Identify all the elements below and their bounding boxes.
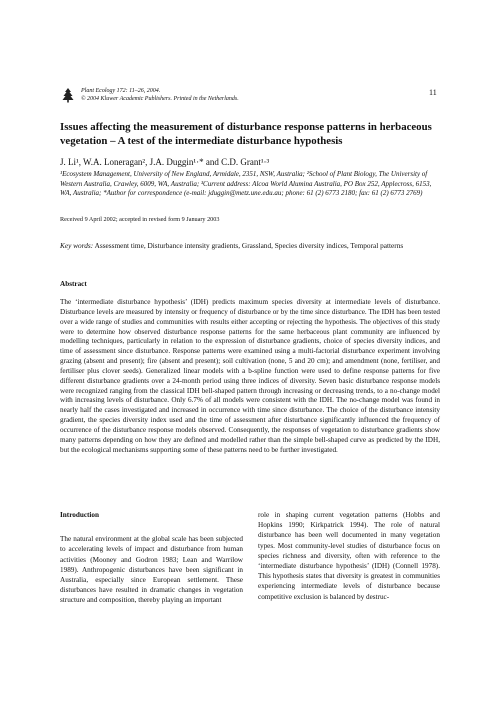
right-column	[258, 510, 440, 602]
abstract-text: The ‘intermediate disturbance hypothesis’ (IDH) predicts maximum species diversity at intermediate levels of disturbance. Disturbance levels are measured by intensity or frequency of disturbance or by the time since disturbance. The IDH has been tested over a wide range of studies and communities with results either accepting or rejecting the hypothesis. The objectives of this study were to determine how observed disturbance response patterns for the same herbaceous plant community are influenced by modelling techniques, particularly in relation to the expression of disturbance gradients, choice of species diversity indices, and time of assessment since disturbance. Response patterns were examined using a multi-factorial disturbance experiment involving grazing (absent and present); fire (absent and present); soil cultivation (none, 5 and 20 cm); and amendment (none, fertiliser, and fertiliser plus clover seeds). Generalized linear models with a b-spline function were used to define response patterns for five different disturbance gradients over a 24-month period using three indices of diversity. Seven basic disturbance response models were recognized ranging from the classical IDH bell-shaped pattern through increasing or decreasing trends, to a no-change model with increasing levels of disturbance. Only 6.7% of all models were consistent with the IDH. The no-change model was found in nearly half the cases investigated and increased in occurrence with time since disturbance. The choice of the disturbance intensity gradient, the species diversity index used and the time of assessment after disturbance significantly influenced the frequency of occurrence of the disturbance response models observed. Consequently, the responses of vegetation to disturbance gradients show many patterns depending on how they are defined and modelled rather than the simple bell-shaped curve as predicted by the IDH, but the ecological mechanisms supporting some of these patterns need to be further investigated.	[60, 298, 440, 454]
keywords	[60, 241, 440, 251]
introduction-heading: Introduction	[60, 511, 100, 519]
left-column	[60, 510, 243, 606]
abstract-heading: Abstract	[60, 280, 87, 288]
introduction-paragraph-right: role in shaping current vegetation patterns (Hobbs and Hopkins 1990; Kirkpatrick 1994). The role of natural disturbance has been well documented in many vegetation types. Most community-level studies of disturbance focus on species richness and diversity, often with reference to the ‘intermediate disturbance hypothesis’ (IDH) (Connell 1978). This hypothesis states that diversity is greatest in communities experiencing intermediate levels of disturbance because competitive exclusion is balanced by destruc-	[258, 511, 440, 601]
article-title: Issues affecting the measurement of disturbance response patterns in herbaceous vegetation – A test of the intermediate disturbance hypothesis	[60, 121, 432, 147]
author-list: J. Li¹, W.A. Loneragan², J.A. Duggin¹·* and C.D. Grant¹·³	[60, 157, 270, 167]
publisher-logo-icon	[60, 87, 76, 103]
journal-header	[60, 87, 440, 107]
page-number: 11	[429, 88, 437, 97]
journal-citation: Plant Ecology 172: 11–26, 2004.	[81, 88, 161, 94]
copyright-notice: © 2004 Kluwer Academic Publishers. Printed in the Netherlands.	[81, 96, 239, 102]
keywords-label: Key words:	[60, 241, 94, 250]
author-affiliations: ¹Ecosystem Management, University of New England, Armidale, 2351, NSW, Australia; ²School of Plant Biology, The University of Western Australia, Crawley, 6009, WA, Australia; ³Current address: Alcoa World Alumina Australia, PO Box 252, Applecross, 6153, WA, Australia; *Author for correspondence (e-mail: jduggin@metz.une.edu.au; phone: 61 (2) 6773 2180; fax: 61 (2) 6773 2769)	[60, 170, 432, 198]
received-dates: Received 9 April 2002; accepted in revised form 9 January 2003	[60, 216, 220, 223]
introduction-paragraph-left: The natural environment at the global scale has been subjected to accelerating levels of impact and disturbance from human activities (Mooney and Godron 1983; Lean and Warrilow 1989). Anthropogenic disturbances have been significant in Australia, especially since European settlement. These disturbances have resulted in dramatic changes in vegetation structure and composition, thereby playing an important	[60, 535, 243, 605]
keywords-list: Assessment time, Disturbance intensity gradients, Grassland, Species diversity indices, Temporal patterns	[93, 241, 404, 250]
